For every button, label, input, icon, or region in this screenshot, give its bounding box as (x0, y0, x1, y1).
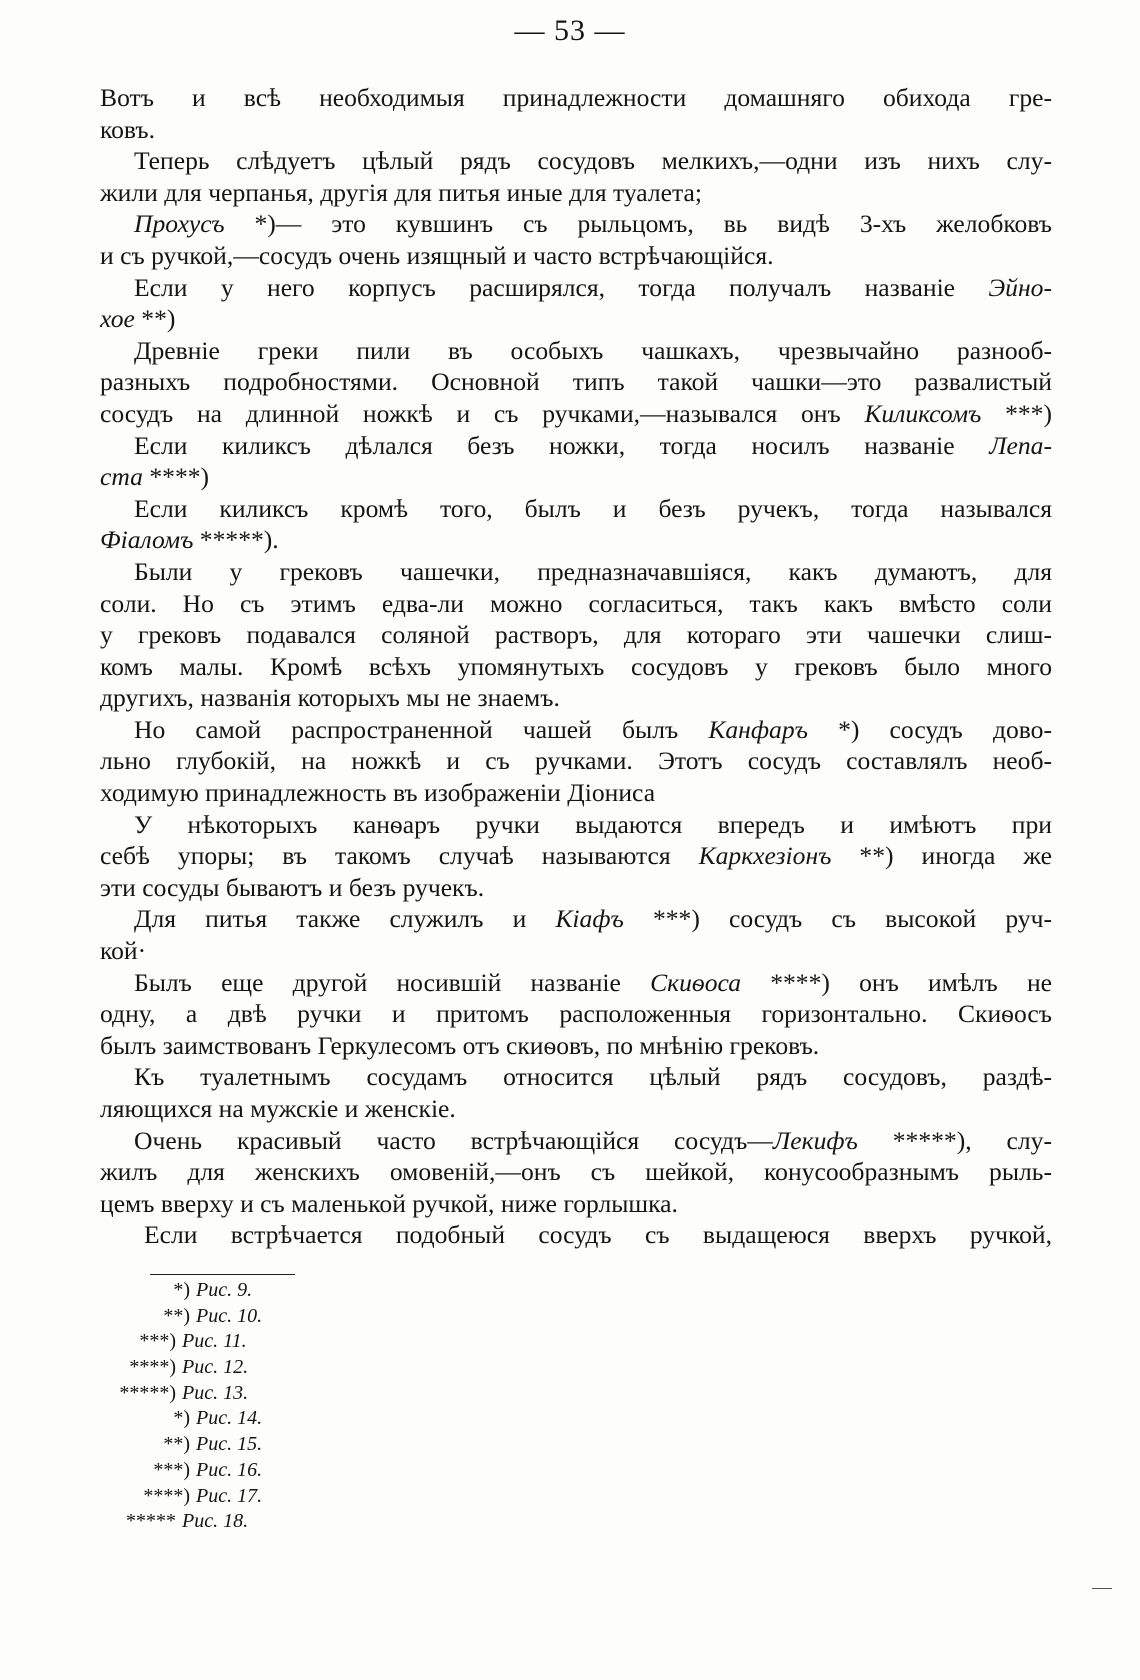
text-line: соли. Но съ этимъ едва-ли можно согласиться, такъ какъ вмѣсто соли (100, 588, 1052, 618)
page-number: — 53 — (514, 14, 626, 47)
text-line: сосудъ на длинной ножкѣ и съ ручками,—назывался онъ Киликсомъ ***) (100, 398, 1052, 428)
text-line: разныхъ подробностями. Основной типъ такой чашки—это развалистый (100, 367, 1052, 397)
footnote-ref: Рис. 18. (182, 1510, 249, 1533)
term-kylix: Киликсомъ (864, 398, 982, 428)
text-line: ляющихся на мужскiе и женскiе. (100, 1094, 456, 1123)
footnote (100, 1509, 300, 1535)
footnote-mark: ****) (129, 1356, 176, 1379)
text-line: Теперь слѣдуетъ цѣлый рядъ сосудовъ мелкихъ,—одни изъ нихъ слу- (134, 146, 1052, 176)
term-phiale: Фiаломъ (100, 525, 194, 555)
footnote-mark: *) (173, 1407, 190, 1430)
text-line: и съ ручкой,—сосудъ очень изящный и часто встрѣчающiйся. (100, 240, 774, 270)
text-line: Если киликсъ кромѣ того, былъ и безъ ручекъ, тогда назывался (134, 493, 1052, 523)
text-line: эти сосуды бываютъ и безъ ручекъ. (100, 872, 485, 902)
footnote-ref: Рис. 9. (196, 1279, 253, 1301)
term-oinochoe: Эйно- (988, 272, 1052, 302)
text-line: Но самой распространенной чашей былъ Канфаръ *) сосудъ дово- (134, 714, 1052, 744)
text-line: другихъ, названiя которыхъ мы не знаемъ. (100, 683, 560, 713)
text-line: былъ заимствованъ Геркулесомъ отъ скиѳовъ, по мнѣнiю грековъ. (100, 1030, 820, 1060)
footnote-ref: Рис. 16. (196, 1458, 263, 1481)
footnote (100, 1484, 300, 1510)
footnote-mark: ***** (126, 1510, 176, 1533)
footnote-ref: Рис. 11. (182, 1330, 247, 1353)
margin-dash (1092, 1588, 1112, 1589)
text-line: Для питья также служилъ и Кiафъ ***) сосудъ съ высокой руч- (134, 904, 1052, 934)
text-line: комъ малы. Кромѣ всѣхъ упомянутыхъ сосудовъ у грековъ было много (100, 651, 1052, 681)
text-line: у грековъ подавался соляной растворъ, для котораго эти чашечки слиш- (100, 620, 1052, 650)
text-line: Были у грековъ чашечки, предназначавшiяся, какъ думаютъ, для (134, 556, 1052, 586)
footnote (100, 1355, 300, 1381)
footnote-mark: ***) (139, 1330, 176, 1353)
text-line: жилъ для женскихъ омовенiй,—онъ съ шейкой, конусообразнымъ рыль- (100, 1157, 1052, 1187)
text-line: одну, а двѣ ручки и притомъ расположенныя горизонтально. Скиѳосъ (100, 999, 1052, 1029)
footnote-ref: Рис. 14. (196, 1407, 263, 1430)
text-line: цемъ вверху и съ маленькой ручкой, ниже горлышка. (100, 1188, 678, 1218)
text-line: Былъ еще другой носившiй названiе Скиѳоса ****) онъ имѣлъ не (134, 967, 1052, 997)
text-line: хое **) (100, 304, 176, 334)
text-line: себѣ упоры; въ такомъ случаѣ называются Каркхезiонъ **) иногда же (100, 841, 1052, 871)
term-karchesion: Каркхезiонъ (698, 841, 832, 871)
footnote (100, 1406, 300, 1432)
text-line: У нѣкоторыхъ канѳаръ ручки выдаются впередъ и имѣютъ при (134, 809, 1052, 839)
footnote-divider (150, 1274, 295, 1275)
text-line: Если у него корпусъ расширялся, тогда получалъ названiе Эйно- (134, 272, 1052, 302)
footnote-mark: *) (173, 1279, 190, 1301)
text-line: кой· (100, 936, 147, 966)
footnote-ref: Рис. 10. (196, 1304, 263, 1327)
text-line: Фiаломъ *****). (100, 525, 279, 555)
term-kantharos: Канфаръ (708, 714, 808, 744)
text-line: льно глубокiй, на ножкѣ и съ ручками. Этотъ сосудъ составлялъ необ- (100, 746, 1052, 776)
footnote (100, 1381, 300, 1407)
term-lepasta: Лепа- (989, 430, 1052, 460)
footnote-mark: *****) (119, 1381, 176, 1404)
footnote-mark: **) (163, 1433, 190, 1456)
footnote (100, 1278, 300, 1304)
term-kyathos: Кiафъ (555, 904, 624, 934)
term-lekythos: Лекифъ (772, 1125, 858, 1155)
text-line: ковъ. (100, 114, 156, 144)
footnote (100, 1329, 300, 1355)
text-line: Если киликсъ дѣлался безъ ножки, тогда носилъ названiе Лепа- (134, 430, 1052, 460)
text-line: Къ туалетнымъ сосудамъ относится цѣлый рядъ сосудовъ, раздѣ- (134, 1062, 1052, 1092)
footnote (100, 1304, 300, 1330)
term-prokhus: Прохусъ (134, 209, 225, 239)
footnote-ref: Рис. 17. (196, 1484, 263, 1507)
footnote-ref: Рис. 12. (182, 1356, 249, 1379)
text-line: Прохусъ *)— это кувшинъ съ рыльцомъ, вь видѣ 3-хъ желобковъ (134, 209, 1052, 239)
term-skyphos: Скиѳоса (650, 967, 742, 997)
text-line: Очень красивый часто встрѣчающiйся сосудъ—Лекифъ *****), слу- (134, 1125, 1052, 1155)
footnotes (100, 1278, 300, 1535)
text-line: ходимую принадлежность въ изображенiи Дiониса (100, 778, 656, 808)
footnote-ref: Рис. 13. (182, 1381, 249, 1404)
footnote (100, 1432, 300, 1458)
text-line: ста ****) (100, 462, 210, 492)
text-line: Если встрѣчается подобный сосудъ съ выдащеюся вверхъ ручкой, (144, 1220, 1052, 1250)
body-text (100, 82, 1052, 1251)
text-line: Вотъ и всѣ необходимыя принадлежности домашняго обихода гре- (100, 83, 1052, 112)
footnote-ref: Рис. 15. (196, 1433, 263, 1456)
text-line: жили для черпанья, другiя для питья иные для туалета; (100, 177, 702, 207)
text-line: Древнiе греки пили въ особыхъ чашкахъ, чрезвычайно разнооб- (134, 335, 1052, 365)
footnote-mark: **) (163, 1304, 190, 1327)
footnote-mark: ***) (153, 1458, 190, 1481)
footnote-mark: ****) (143, 1484, 190, 1507)
footnote (100, 1458, 300, 1484)
